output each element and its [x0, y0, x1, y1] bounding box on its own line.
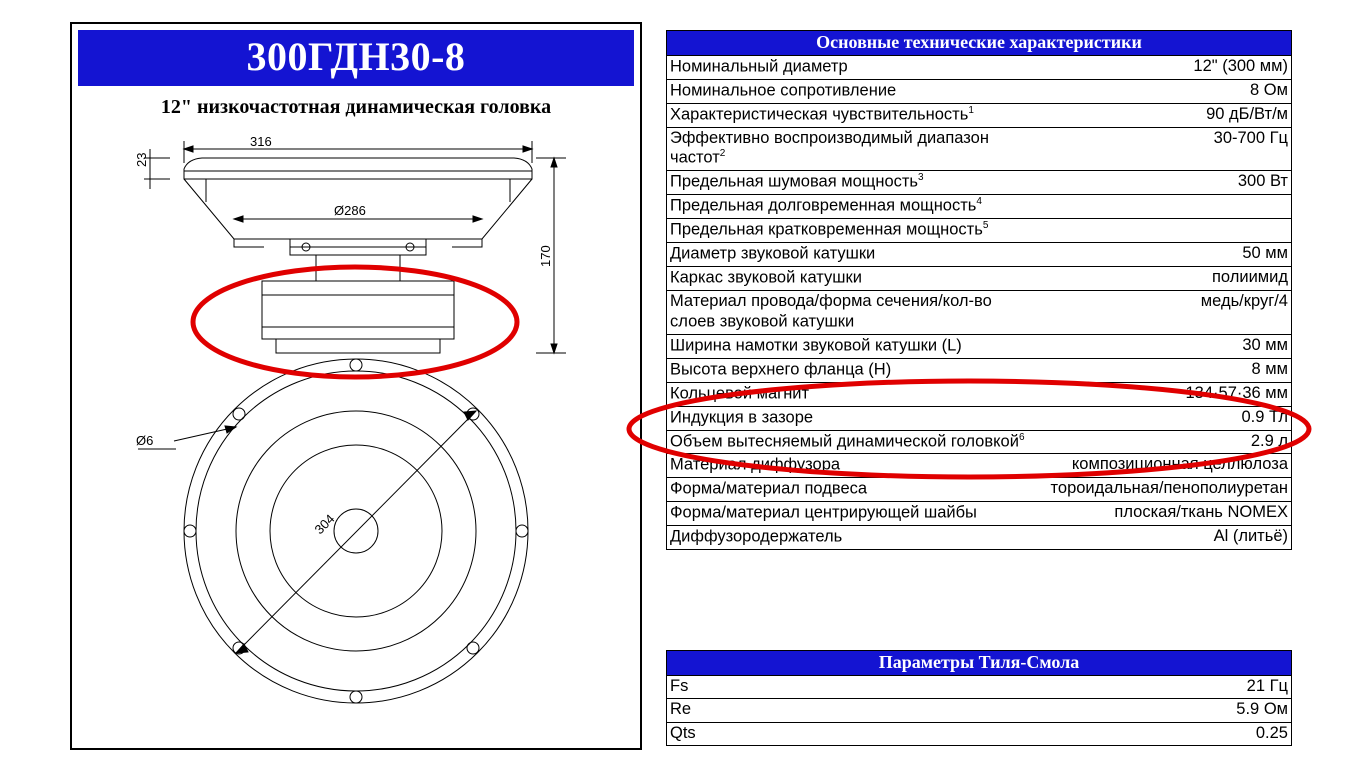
spec-value: 8 мм — [1042, 358, 1292, 382]
spec-name: Номинальное сопротивление — [670, 81, 897, 100]
table-row — [667, 478, 1292, 502]
spec-name: Материал провода/форма сечения/кол-во слоев звуковой катушки — [670, 292, 992, 331]
spec-name: Форма/материал центрирующей шайбы — [670, 503, 977, 522]
spec-value: 8 Ом — [1042, 79, 1292, 103]
table-row — [667, 358, 1292, 382]
spec-name: Форма/материал подвеса — [670, 479, 868, 498]
spec-name: Индукция в зазоре — [670, 408, 814, 427]
param-name: Fs — [667, 676, 1042, 699]
spec-name: Предельная кратковременная мощность — [670, 220, 983, 239]
spec-name: Ширина намотки звуковой катушки (L) — [670, 336, 962, 355]
table-row — [667, 79, 1292, 103]
table-row — [667, 676, 1292, 699]
spec-name: Кольцевой магнит — [670, 384, 810, 403]
spec-value: 50 мм — [1042, 243, 1292, 267]
main-table-header: Основные технические характеристики — [667, 31, 1292, 56]
spec-footnote: 2 — [719, 148, 726, 160]
spec-footnote: 6 — [1018, 431, 1025, 443]
thiele-small-table — [666, 650, 1292, 746]
spec-value — [1042, 219, 1292, 243]
technical-drawing — [84, 127, 629, 727]
dim-hole-diameter: Ø6 — [135, 433, 153, 448]
table-row — [667, 382, 1292, 406]
dim-bolt-circle: 304 — [311, 511, 337, 538]
table-row — [667, 195, 1292, 219]
spec-value — [1042, 195, 1292, 219]
spec-name: Диффузородержатель — [670, 527, 843, 546]
product-subtitle: 12" низкочастотная динамическая головка — [160, 96, 552, 118]
table-row — [667, 171, 1292, 195]
spec-footnote: 3 — [918, 172, 924, 184]
drawing-svg — [84, 127, 629, 727]
spec-value: 300 Вт — [1042, 171, 1292, 195]
param-name: Re — [667, 699, 1042, 722]
table-row — [667, 430, 1292, 454]
spec-value: плоская/ткань NOMEX — [1042, 502, 1292, 526]
tiel-table-header: Параметры Тиля-Смола — [667, 651, 1292, 676]
spec-name: Характеристическая чувствительность — [670, 105, 969, 124]
dim-overall-width: 316 — [249, 134, 272, 149]
dim-basket-diameter: Ø286 — [333, 203, 366, 218]
spec-name: Предельная шумовая мощность — [670, 172, 919, 191]
spec-value: 2.9 л — [1042, 430, 1292, 454]
spec-value: медь/круг/4 — [1042, 291, 1292, 334]
spec-value: 0.9 Тл — [1042, 406, 1292, 430]
table-row — [667, 127, 1292, 170]
spec-value: Al (литьё) — [1042, 526, 1292, 550]
spec-footnote: 5 — [982, 220, 989, 232]
dim-top-thickness: 23 — [133, 152, 149, 167]
spec-value: 30 мм — [1042, 334, 1292, 358]
spec-value: тороидальная/пенополиуретан — [1042, 478, 1292, 502]
spec-value: 134·57·36 мм — [1042, 382, 1292, 406]
spec-name: Каркас звуковой катушки — [670, 268, 862, 287]
table-row — [667, 722, 1292, 745]
spec-name: Высота верхнего фланца (H) — [670, 360, 892, 379]
spec-value: 12" (300 мм) — [1042, 56, 1292, 80]
table-row — [667, 291, 1292, 334]
table-row — [667, 243, 1292, 267]
spec-name: Номинальный диаметр — [670, 57, 848, 76]
table-row — [667, 526, 1292, 550]
spec-name: Диаметр звуковой катушки — [670, 244, 876, 263]
spec-name: Материал диффузора — [670, 455, 841, 474]
spec-value: 90 дБ/Вт/м — [1042, 103, 1292, 127]
table-row — [667, 56, 1292, 80]
table-row — [667, 406, 1292, 430]
spec-footnote: 1 — [968, 104, 974, 116]
table-row — [667, 219, 1292, 243]
param-value: 21 Гц — [1042, 676, 1292, 699]
spec-name: Объем вытесняемый динамической головкой — [670, 432, 1019, 450]
spec-value: полиимид — [1042, 267, 1292, 291]
product-panel — [70, 22, 642, 750]
spec-value: композиционная целлюлоза — [1042, 454, 1292, 478]
param-name: Qts — [667, 722, 1042, 745]
param-value: 0.25 — [1042, 722, 1292, 745]
table-row — [667, 267, 1292, 291]
page-title: 300ГДН30-8 — [78, 30, 634, 86]
spec-name: Предельная долговременная мощность — [670, 196, 977, 215]
table-row — [667, 103, 1292, 127]
dim-height: 170 — [537, 245, 553, 267]
table-row — [667, 454, 1292, 478]
table-row — [667, 502, 1292, 526]
spec-value: 30-700 Гц — [1042, 127, 1292, 170]
table-row — [667, 699, 1292, 722]
main-spec-table — [666, 30, 1292, 550]
spec-footnote: 4 — [976, 196, 982, 208]
table-row — [667, 334, 1292, 358]
param-value: 5.9 Ом — [1042, 699, 1292, 722]
spec-name: Эффективно воспроизводимый диапазон частот — [670, 128, 989, 167]
